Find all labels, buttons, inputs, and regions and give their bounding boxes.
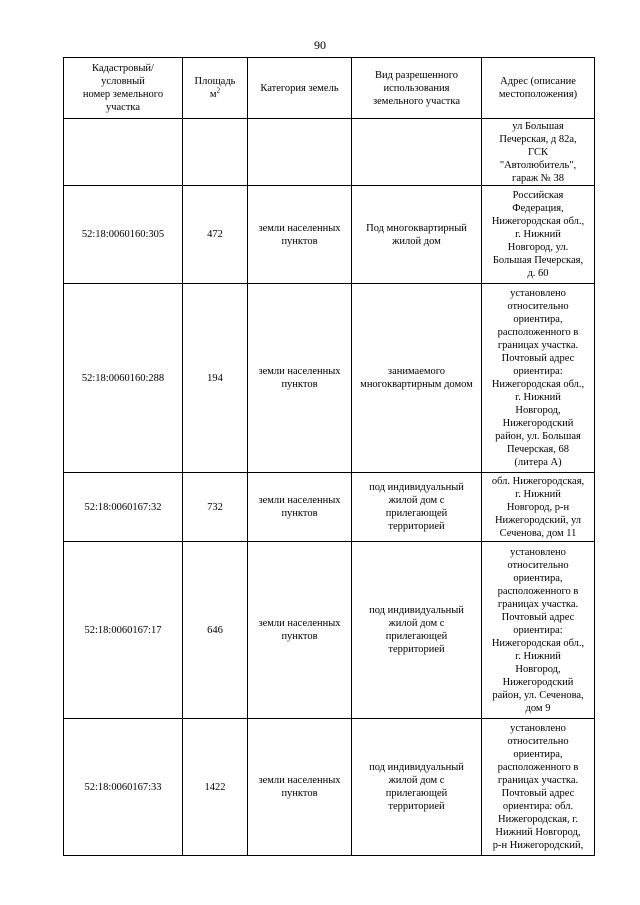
cell-cadastral-number: [64, 119, 183, 186]
cell-address: ул Большая Печерская, д 82а, ГСК "Автолюбитель", гараж № 38: [482, 119, 595, 186]
cell-land-category: [248, 119, 352, 186]
cell-land-category: земли населенных пунктов: [248, 473, 352, 542]
header-area-superscript: 2: [216, 86, 221, 95]
cell-cadastral-number: 52:18:0060167:32: [64, 473, 183, 542]
cell-land-category: земли населенных пунктов: [248, 542, 352, 719]
cell-address: Российская Федерация, Нижегородская обл., г. Нижний Новгород, ул. Большая Печерская, д. 60: [482, 186, 595, 284]
cell-cadastral-number: 52:18:0060160:288: [64, 284, 183, 473]
cell-area: [183, 119, 248, 186]
cell-land-category: земли населенных пунктов: [248, 719, 352, 856]
table-header-row: [64, 58, 595, 119]
cell-permitted-use: под индивидуальный жилой дом с прилегающей территорией: [352, 719, 482, 856]
header-area-label: Площадь м: [194, 76, 236, 100]
table-row: [64, 119, 595, 186]
table-row: [64, 284, 595, 473]
header-land-category: Категория земель: [248, 58, 352, 119]
cell-permitted-use: [352, 119, 482, 186]
cell-area: 194: [183, 284, 248, 473]
cell-address: обл. Нижегородская, г. Нижний Новгород, р-н Нижегородский, ул Сеченова, дом 11: [482, 473, 595, 542]
table-row: [64, 719, 595, 856]
table-row: [64, 186, 595, 284]
cell-address: установлено относительно ориентира, расположенного в границах участка. Почтовый адрес ориентира: Нижегородская обл., г. Нижний Новгород, Нижегородский район, ул. Большая Печерская, 68 (литера А): [482, 284, 595, 473]
cell-area: 472: [183, 186, 248, 284]
cell-permitted-use: под индивидуальный жилой дом с прилегающей территорией: [352, 542, 482, 719]
cell-cadastral-number: 52:18:0060167:17: [64, 542, 183, 719]
header-permitted-use: Вид разрешенного использования земельного участка: [352, 58, 482, 119]
cell-area: 646: [183, 542, 248, 719]
table-row: [64, 542, 595, 719]
cell-area: 732: [183, 473, 248, 542]
page-number: 90: [314, 38, 326, 52]
cell-permitted-use: Под многоквартирный жилой дом: [352, 186, 482, 284]
header-address: Адрес (описание местоположения): [482, 58, 595, 119]
cell-address: установлено относительно ориентира, расположенного в границах участка. Почтовый адрес ориентира: Нижегородская обл., г. Нижний Новгород, Нижегородский район, ул. Сеченова, дом 9: [482, 542, 595, 719]
cell-land-category: земли населенных пунктов: [248, 186, 352, 284]
cell-cadastral-number: 52:18:0060160:305: [64, 186, 183, 284]
header-area: [183, 58, 248, 119]
cell-permitted-use: занимаемого многоквартирным домом: [352, 284, 482, 473]
cell-permitted-use: под индивидуальный жилой дом с прилегающей территорией: [352, 473, 482, 542]
land-plots-table: [63, 57, 595, 856]
table-row: [64, 473, 595, 542]
header-cadastral-number: Кадастровый/ условный номер земельного участка: [64, 58, 183, 119]
cell-area: 1422: [183, 719, 248, 856]
cell-address: установлено относительно ориентира, расположенного в границах участка. Почтовый адрес ориентира: обл. Нижегородская, г. Нижний Новгород, р-н Нижегородский,: [482, 719, 595, 856]
cell-cadastral-number: 52:18:0060167:33: [64, 719, 183, 856]
cell-land-category: земли населенных пунктов: [248, 284, 352, 473]
